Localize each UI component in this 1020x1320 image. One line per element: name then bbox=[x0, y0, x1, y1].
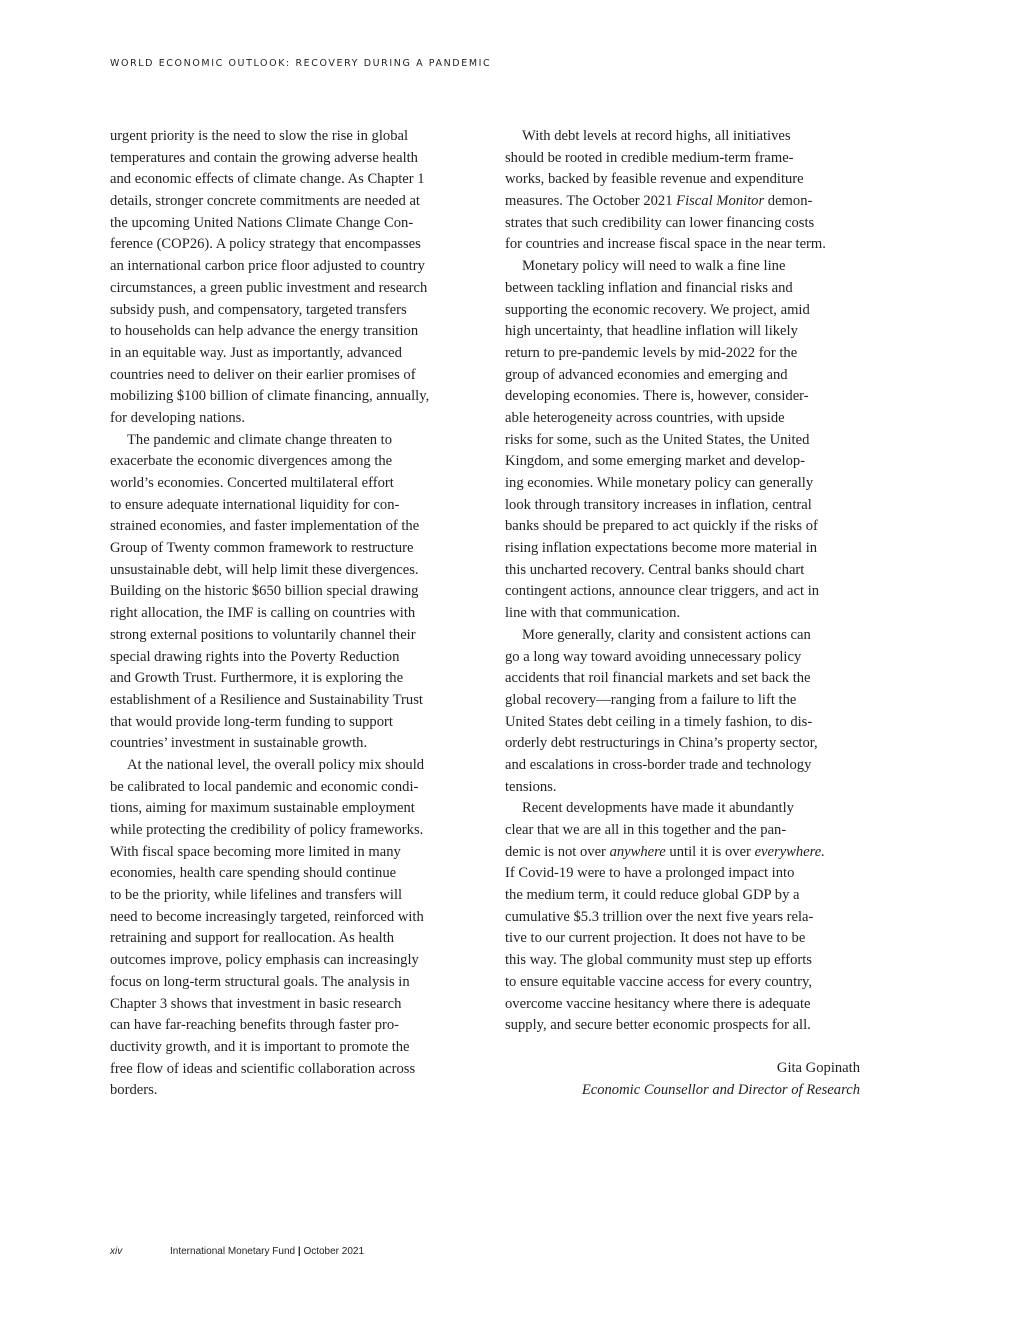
text-line bbox=[505, 733, 861, 755]
text-line bbox=[110, 647, 466, 669]
text-line bbox=[505, 538, 861, 560]
text-segment: supporting the economic recovery. We project, amid bbox=[505, 301, 810, 318]
text-segment: the upcoming United Nations Climate Change Con- bbox=[110, 214, 414, 231]
text-line bbox=[505, 169, 861, 191]
text-segment: for developing nations. bbox=[110, 409, 245, 426]
text-segment: Group of Twenty common framework to restructure bbox=[110, 540, 414, 557]
text-line bbox=[110, 300, 466, 322]
text-line bbox=[505, 928, 861, 950]
text-line bbox=[505, 234, 861, 256]
text-line bbox=[505, 321, 861, 343]
text-segment: risks for some, such as the United States, the United bbox=[505, 431, 810, 448]
text-line bbox=[505, 191, 861, 213]
text-line bbox=[110, 1037, 466, 1059]
text-line bbox=[110, 625, 466, 647]
text-segment: world’s economies. Concerted multilateral effort bbox=[110, 475, 394, 491]
text-line bbox=[505, 950, 861, 972]
left-text-column bbox=[110, 126, 466, 1102]
footer-separator: | bbox=[295, 1246, 304, 1257]
text-segment: With debt levels at record highs, all initiatives bbox=[522, 128, 791, 144]
text-line bbox=[505, 820, 861, 842]
text-segment: mobilizing $100 billion of climate financing, annually, bbox=[110, 388, 430, 405]
page-footer bbox=[110, 1246, 364, 1257]
text-line bbox=[505, 430, 861, 452]
text-line bbox=[110, 256, 466, 278]
text-segment: to ensure equitable vaccine access for every country, bbox=[505, 973, 812, 990]
text-segment: demic is not over bbox=[505, 843, 610, 860]
text-line bbox=[505, 473, 861, 495]
text-line bbox=[505, 1015, 861, 1037]
text-line bbox=[110, 820, 466, 842]
italic-text-segment: everywhere. bbox=[754, 843, 825, 860]
text-segment: countries need to deliver on their earlier promises of bbox=[110, 366, 416, 383]
text-line bbox=[110, 169, 466, 191]
text-line bbox=[110, 885, 466, 907]
text-segment: rising inflation expectations become more material in bbox=[505, 540, 818, 557]
text-line bbox=[505, 972, 861, 994]
text-segment: and economic effects of climate change. As Chapter 1 bbox=[110, 171, 425, 188]
text-line bbox=[110, 473, 466, 495]
text-line bbox=[505, 863, 861, 885]
text-segment: until it is over bbox=[665, 843, 755, 860]
text-segment: an international carbon price floor adjusted to country bbox=[110, 258, 425, 275]
text-line bbox=[505, 148, 861, 170]
text-line bbox=[505, 560, 861, 582]
text-line bbox=[505, 365, 861, 387]
text-segment: to be the priority, while lifelines and transfers will bbox=[110, 887, 403, 904]
text-segment: accidents that roil financial markets and set back the bbox=[505, 670, 811, 687]
text-segment: economies, health care spending should continue bbox=[110, 865, 397, 882]
text-line bbox=[110, 907, 466, 929]
text-line bbox=[505, 690, 861, 712]
text-segment: urgent priority is the need to slow the rise in global bbox=[110, 128, 409, 144]
text-segment: overcome vaccine hesitancy where there is adequate bbox=[505, 995, 811, 1012]
text-segment: United States debt ceiling in a timely fashion, to dis- bbox=[505, 713, 813, 730]
text-segment: details, stronger concrete commitments are needed at bbox=[110, 193, 420, 210]
text-line bbox=[110, 798, 466, 820]
text-line bbox=[505, 451, 861, 473]
text-line bbox=[110, 516, 466, 538]
text-segment: for countries and increase fiscal space in the near term. bbox=[505, 236, 826, 253]
text-line bbox=[110, 1080, 466, 1102]
text-line bbox=[110, 126, 466, 148]
text-segment: circumstances, a green public investment and research bbox=[110, 279, 428, 296]
text-segment: tensions. bbox=[505, 778, 557, 795]
text-line bbox=[110, 950, 466, 972]
text-line bbox=[110, 972, 466, 994]
text-line bbox=[505, 994, 861, 1016]
text-segment: exacerbate the economic divergences among the bbox=[110, 453, 393, 470]
text-segment: group of advanced economies and emerging and bbox=[505, 366, 788, 383]
text-line bbox=[505, 256, 861, 278]
text-segment: need to become increasingly targeted, reinforced with bbox=[110, 908, 424, 925]
text-line bbox=[505, 625, 861, 647]
text-line bbox=[505, 777, 861, 799]
text-segment: subsidy push, and compensatory, targeted transfers bbox=[110, 301, 407, 318]
text-segment: strates that such credibility can lower financing costs bbox=[505, 214, 815, 231]
text-segment: can have far-reaching benefits through faster pro- bbox=[110, 1017, 400, 1034]
text-line bbox=[110, 234, 466, 256]
italic-text-segment: anywhere bbox=[609, 843, 666, 860]
text-segment: this way. The global community must step up efforts bbox=[505, 952, 812, 969]
text-segment: while protecting the credibility of policy frameworks. bbox=[110, 822, 424, 838]
text-segment: to households can help advance the energy transition bbox=[110, 323, 419, 340]
text-line bbox=[110, 430, 466, 452]
text-segment: measures. The October 2021 bbox=[505, 193, 677, 210]
text-line bbox=[110, 148, 466, 170]
text-segment: to ensure adequate international liquidity for con- bbox=[110, 496, 400, 513]
text-line bbox=[110, 538, 466, 560]
text-segment: able heterogeneity across countries, with upside bbox=[505, 409, 785, 426]
text-segment: be calibrated to local pandemic and economic condi- bbox=[110, 778, 419, 795]
text-segment: free flow of ideas and scientific collaboration across bbox=[110, 1060, 416, 1077]
text-segment: At the national level, the overall policy mix should bbox=[127, 756, 425, 773]
text-segment: retraining and support for reallocation. As health bbox=[110, 930, 395, 947]
text-line bbox=[110, 495, 466, 517]
text-line bbox=[110, 755, 466, 777]
text-segment: high uncertainty, that headline inflation will likely bbox=[505, 323, 798, 340]
text-segment: and Growth Trust. Furthermore, it is exploring the bbox=[110, 670, 404, 687]
text-segment: The pandemic and climate change threaten to bbox=[127, 431, 392, 448]
text-line bbox=[110, 408, 466, 430]
text-segment: contingent actions, announce clear triggers, and act in bbox=[505, 583, 820, 600]
text-segment: banks should be prepared to act quickly if the risks of bbox=[505, 518, 818, 535]
text-segment: Recent developments have made it abundantly bbox=[522, 800, 794, 817]
text-line bbox=[110, 343, 466, 365]
text-segment: special drawing rights into the Poverty Reduction bbox=[110, 648, 400, 665]
text-segment: cumulative $5.3 trillion over the next five years rela- bbox=[505, 908, 814, 925]
author-name: Gita Gopinath bbox=[776, 1060, 860, 1076]
text-segment: that would provide long-term funding to support bbox=[110, 713, 393, 730]
text-segment: strong external positions to voluntarily channel their bbox=[110, 626, 416, 643]
signature-block bbox=[582, 1057, 860, 1101]
text-line bbox=[505, 603, 861, 625]
publisher-name: International Monetary Fund bbox=[170, 1246, 296, 1257]
text-segment: More generally, clarity and consistent actions can bbox=[522, 626, 811, 643]
text-segment: tions, aiming for maximum sustainable employment bbox=[110, 800, 415, 817]
text-line bbox=[505, 907, 861, 929]
text-segment: go a long way toward avoiding unnecessary policy bbox=[505, 648, 802, 665]
text-line bbox=[110, 321, 466, 343]
text-line bbox=[505, 408, 861, 430]
text-segment: orderly debt restructurings in China’s property sector, bbox=[505, 735, 818, 752]
text-line bbox=[110, 863, 466, 885]
text-segment: Chapter 3 shows that investment in basic research bbox=[110, 995, 402, 1012]
text-line bbox=[505, 300, 861, 322]
text-segment: Kingdom, and some emerging market and develop- bbox=[505, 453, 806, 470]
text-segment: outcomes improve, policy emphasis can increasingly bbox=[110, 952, 419, 969]
text-segment: return to pre-pandemic levels by mid-2022 for the bbox=[505, 344, 798, 361]
text-line bbox=[505, 386, 861, 408]
italic-text-segment: Fiscal Monitor bbox=[676, 193, 765, 210]
text-segment: With fiscal space becoming more limited in many bbox=[110, 843, 401, 860]
text-line bbox=[110, 581, 466, 603]
text-segment: line with that communication. bbox=[505, 605, 681, 622]
text-segment: should be rooted in credible medium-term frame- bbox=[505, 149, 794, 166]
text-segment: look through transitory increases in inflation, central bbox=[505, 496, 812, 513]
text-segment: the medium term, it could reduce global GDP by a bbox=[505, 887, 800, 904]
text-line bbox=[505, 647, 861, 669]
right-text-column bbox=[505, 126, 861, 1037]
text-line bbox=[110, 365, 466, 387]
text-segment: demon- bbox=[764, 193, 813, 210]
text-line bbox=[110, 560, 466, 582]
text-segment: global recovery—ranging from a failure to lift the bbox=[505, 691, 797, 708]
text-segment: ference (COP26). A policy strategy that encompasses bbox=[110, 236, 421, 253]
text-line bbox=[110, 690, 466, 712]
text-segment: countries’ investment in sustainable growth. bbox=[110, 735, 368, 752]
text-line bbox=[505, 126, 861, 148]
text-segment: developing economies. There is, however, consider- bbox=[505, 388, 809, 405]
text-segment: strained economies, and faster implementation of the bbox=[110, 518, 420, 535]
publication-date: October 2021 bbox=[303, 1246, 365, 1257]
text-line bbox=[110, 668, 466, 690]
text-line bbox=[110, 451, 466, 473]
text-segment: and escalations in cross-border trade and technology bbox=[505, 756, 812, 773]
text-line bbox=[110, 191, 466, 213]
text-segment: supply, and secure better economic prospects for all. bbox=[505, 1017, 811, 1034]
text-line bbox=[505, 495, 861, 517]
text-line bbox=[505, 581, 861, 603]
text-line bbox=[505, 668, 861, 690]
text-segment: clear that we are all in this together and the pan- bbox=[505, 822, 787, 838]
author-title: Economic Counsellor and Director of Research bbox=[581, 1082, 860, 1098]
text-segment: between tackling inflation and financial risks and bbox=[505, 279, 793, 296]
text-line bbox=[110, 1059, 466, 1081]
running-header: WORLD ECONOMIC OUTLOOK: RECOVERY DURING A PANDEMIC bbox=[110, 58, 492, 69]
text-line bbox=[110, 928, 466, 950]
text-line bbox=[505, 842, 861, 864]
text-line bbox=[110, 712, 466, 734]
text-line bbox=[110, 213, 466, 235]
text-segment: ing economies. While monetary policy can generally bbox=[505, 475, 814, 491]
text-segment: unsustainable debt, will help limit these divergences. bbox=[110, 561, 419, 578]
text-line bbox=[505, 213, 861, 235]
text-segment: in an equitable way. Just as importantly, advanced bbox=[110, 344, 402, 361]
text-line bbox=[110, 1015, 466, 1037]
text-line bbox=[505, 712, 861, 734]
text-segment: Monetary policy will need to walk a fine line bbox=[522, 258, 786, 275]
text-segment: right allocation, the IMF is calling on countries with bbox=[110, 605, 416, 622]
text-segment: Building on the historic $650 billion special drawing bbox=[110, 583, 419, 600]
text-segment: If Covid-19 were to have a prolonged impact into bbox=[505, 865, 795, 882]
text-segment: focus on long-term structural goals. The analysis in bbox=[110, 973, 410, 990]
text-line bbox=[505, 278, 861, 300]
text-line bbox=[110, 733, 466, 755]
text-line bbox=[110, 603, 466, 625]
text-line bbox=[110, 994, 466, 1016]
text-line bbox=[505, 798, 861, 820]
text-segment: works, backed by feasible revenue and expenditure bbox=[505, 171, 804, 188]
text-segment: this uncharted recovery. Central banks should chart bbox=[505, 561, 805, 578]
text-line bbox=[505, 516, 861, 538]
text-segment: establishment of a Resilience and Sustainability Trust bbox=[110, 691, 423, 708]
text-line bbox=[110, 386, 466, 408]
text-line bbox=[505, 343, 861, 365]
text-segment: ductivity growth, and it is important to promote the bbox=[110, 1038, 410, 1055]
text-line bbox=[110, 777, 466, 799]
text-segment: temperatures and contain the growing adverse health bbox=[110, 149, 418, 166]
text-line bbox=[110, 278, 466, 300]
text-segment: tive to our current projection. It does not have to be bbox=[505, 930, 806, 947]
text-line bbox=[505, 755, 861, 777]
text-segment: borders. bbox=[110, 1082, 158, 1099]
text-line bbox=[110, 842, 466, 864]
text-line bbox=[505, 885, 861, 907]
page-number: xiv bbox=[110, 1246, 123, 1257]
